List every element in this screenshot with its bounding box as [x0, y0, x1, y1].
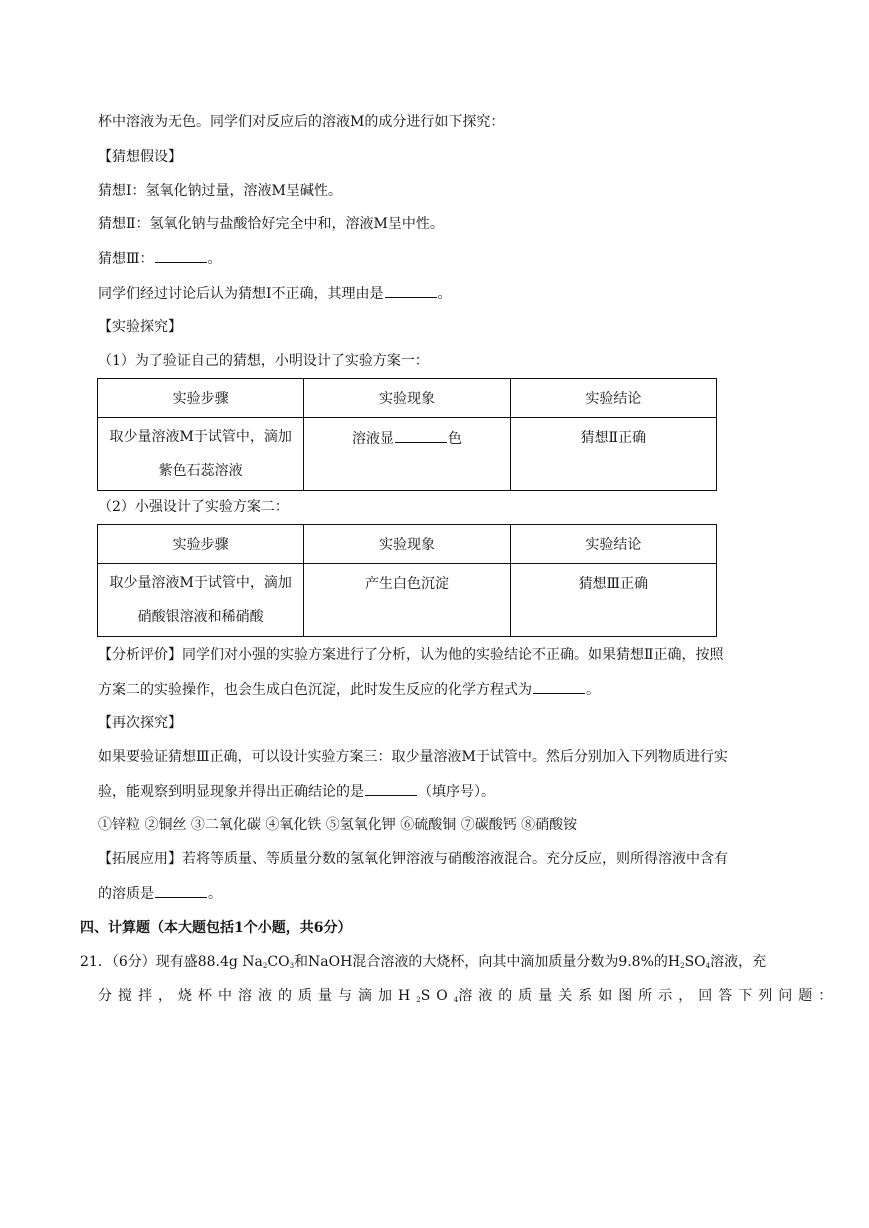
hypothesis-3-label: 猜想Ⅲ：	[98, 251, 154, 267]
subscript: 3	[289, 962, 295, 970]
q21-text: 溶液的质量关系如图所示，回答下列问题：	[458, 988, 839, 1004]
experiment-table-2	[97, 524, 717, 637]
table-cell-phenomenon: 产生白色沉淀	[304, 564, 510, 637]
table-cell-conclusion: 猜想Ⅱ正确	[510, 418, 716, 491]
analysis-end: 。	[586, 682, 600, 698]
table-header: 实验结论	[510, 379, 716, 418]
q21-text: 21．（6分）现有盛88.4g Na	[80, 954, 263, 970]
step-line: 取少量溶液M于试管中，滴加	[109, 429, 292, 445]
plan-2-intro: （2）小强设计了实验方案二：	[98, 499, 289, 515]
options-line: ①锌粒 ②铜丝 ③二氧化碳 ④氧化铁 ⑤氢氧化钾 ⑥硫酸铜 ⑦碳酸钙 ⑧硝酸铵	[98, 817, 578, 833]
table-header: 实验结论	[510, 525, 716, 564]
subscript: 4	[705, 962, 711, 970]
subscript: 2	[416, 996, 421, 1004]
extension-end: 。	[208, 886, 222, 902]
answer-blank	[385, 283, 437, 298]
again-line-2	[98, 781, 495, 802]
q21-text: SO	[684, 954, 706, 970]
step-line: 硝酸银溶液和稀硝酸	[137, 609, 264, 625]
plan-1-intro: （1）为了验证自己的猜想，小明设计了实验方案一：	[98, 353, 429, 369]
table-cell-step	[98, 564, 304, 637]
question-21-line-1	[80, 952, 766, 976]
table-header: 实验现象	[304, 525, 510, 564]
q21-text: 和NaOH混合溶液的大烧杯，向其中滴加质量分数为9.8%的H	[294, 954, 681, 970]
again-text: 验，能观察到明显现象并得出正确结论的是	[98, 784, 364, 800]
table-cell-phenomenon	[304, 418, 510, 491]
intro-line: 杯中溶液为无色。同学们对反应后的溶液M的成分进行如下探究：	[98, 114, 505, 130]
phenomenon-text: 溶液显	[351, 431, 394, 447]
answer-blank	[533, 679, 585, 694]
section-title: 四、计算题（本大题包括1个小题，共6分）	[80, 920, 352, 936]
analysis-line-2	[98, 679, 600, 700]
q21-text: 溶液，充	[710, 954, 767, 970]
subscript: 4	[453, 996, 459, 1004]
q21-text: 分搅拌，烧杯中溶液的质量与滴加H	[98, 988, 417, 1004]
answer-blank	[155, 883, 207, 898]
question-21-line-2	[98, 986, 838, 1010]
analysis-text: 方案二的实验操作，也会生成白色沉淀，此时发生反应的化学方程式为	[98, 682, 532, 698]
phenomenon-end: 色	[447, 431, 462, 447]
answer-blank	[395, 428, 447, 443]
heading-hypothesis: 【猜想假设】	[98, 149, 182, 165]
table-header: 实验现象	[304, 379, 510, 418]
reason-text: 同学们经过讨论后认为猜想Ⅰ不正确，其理由是	[98, 286, 384, 302]
again-end: （填序号）。	[418, 784, 495, 800]
reason-line	[98, 283, 452, 304]
step-line: 紫色石蕊溶液	[158, 463, 243, 479]
subscript: 2	[262, 962, 268, 970]
hypothesis-2: 猜想Ⅱ：氢氧化钠与盐酸恰好完全中和，溶液M呈中性。	[98, 216, 444, 232]
table-header: 实验步骤	[98, 379, 304, 418]
reason-end: 。	[437, 286, 452, 302]
extension-line-2	[98, 883, 222, 904]
again-line-1: 如果要验证猜想Ⅲ正确，可以设计实验方案三：取少量溶液M于试管中。然后分别加入下列物质进行实	[98, 749, 728, 765]
analysis-line-1: 【分析评价】同学们对小强的实验方案进行了分析，认为他的实验结论不正确。如果猜想Ⅱ正确，按照	[98, 647, 724, 663]
extension-line-1: 【拓展应用】若将等质量、等质量分数的氢氧化钾溶液与硝酸溶液混合。充分反应，则所得溶液中含有	[98, 851, 728, 867]
heading-again: 【再次探究】	[98, 715, 182, 731]
heading-experiment: 【实验探究】	[98, 319, 182, 335]
step-line: 取少量溶液M于试管中，滴加	[109, 575, 292, 591]
q21-text: SO	[420, 988, 454, 1004]
hypothesis-3	[98, 248, 222, 269]
hypothesis-1: 猜想Ⅰ：氢氧化钠过量，溶液M呈碱性。	[98, 183, 342, 199]
extension-text: 的溶质是	[98, 886, 154, 902]
experiment-table-1	[97, 378, 717, 491]
answer-blank	[155, 248, 207, 263]
hypothesis-3-end: 。	[207, 251, 222, 267]
subscript: 2	[680, 962, 685, 970]
table-header: 实验步骤	[98, 525, 304, 564]
answer-blank	[365, 781, 417, 796]
table-cell-conclusion: 猜想Ⅲ正确	[510, 564, 716, 637]
q21-text: CO	[267, 954, 290, 970]
table-cell-step	[98, 418, 304, 491]
